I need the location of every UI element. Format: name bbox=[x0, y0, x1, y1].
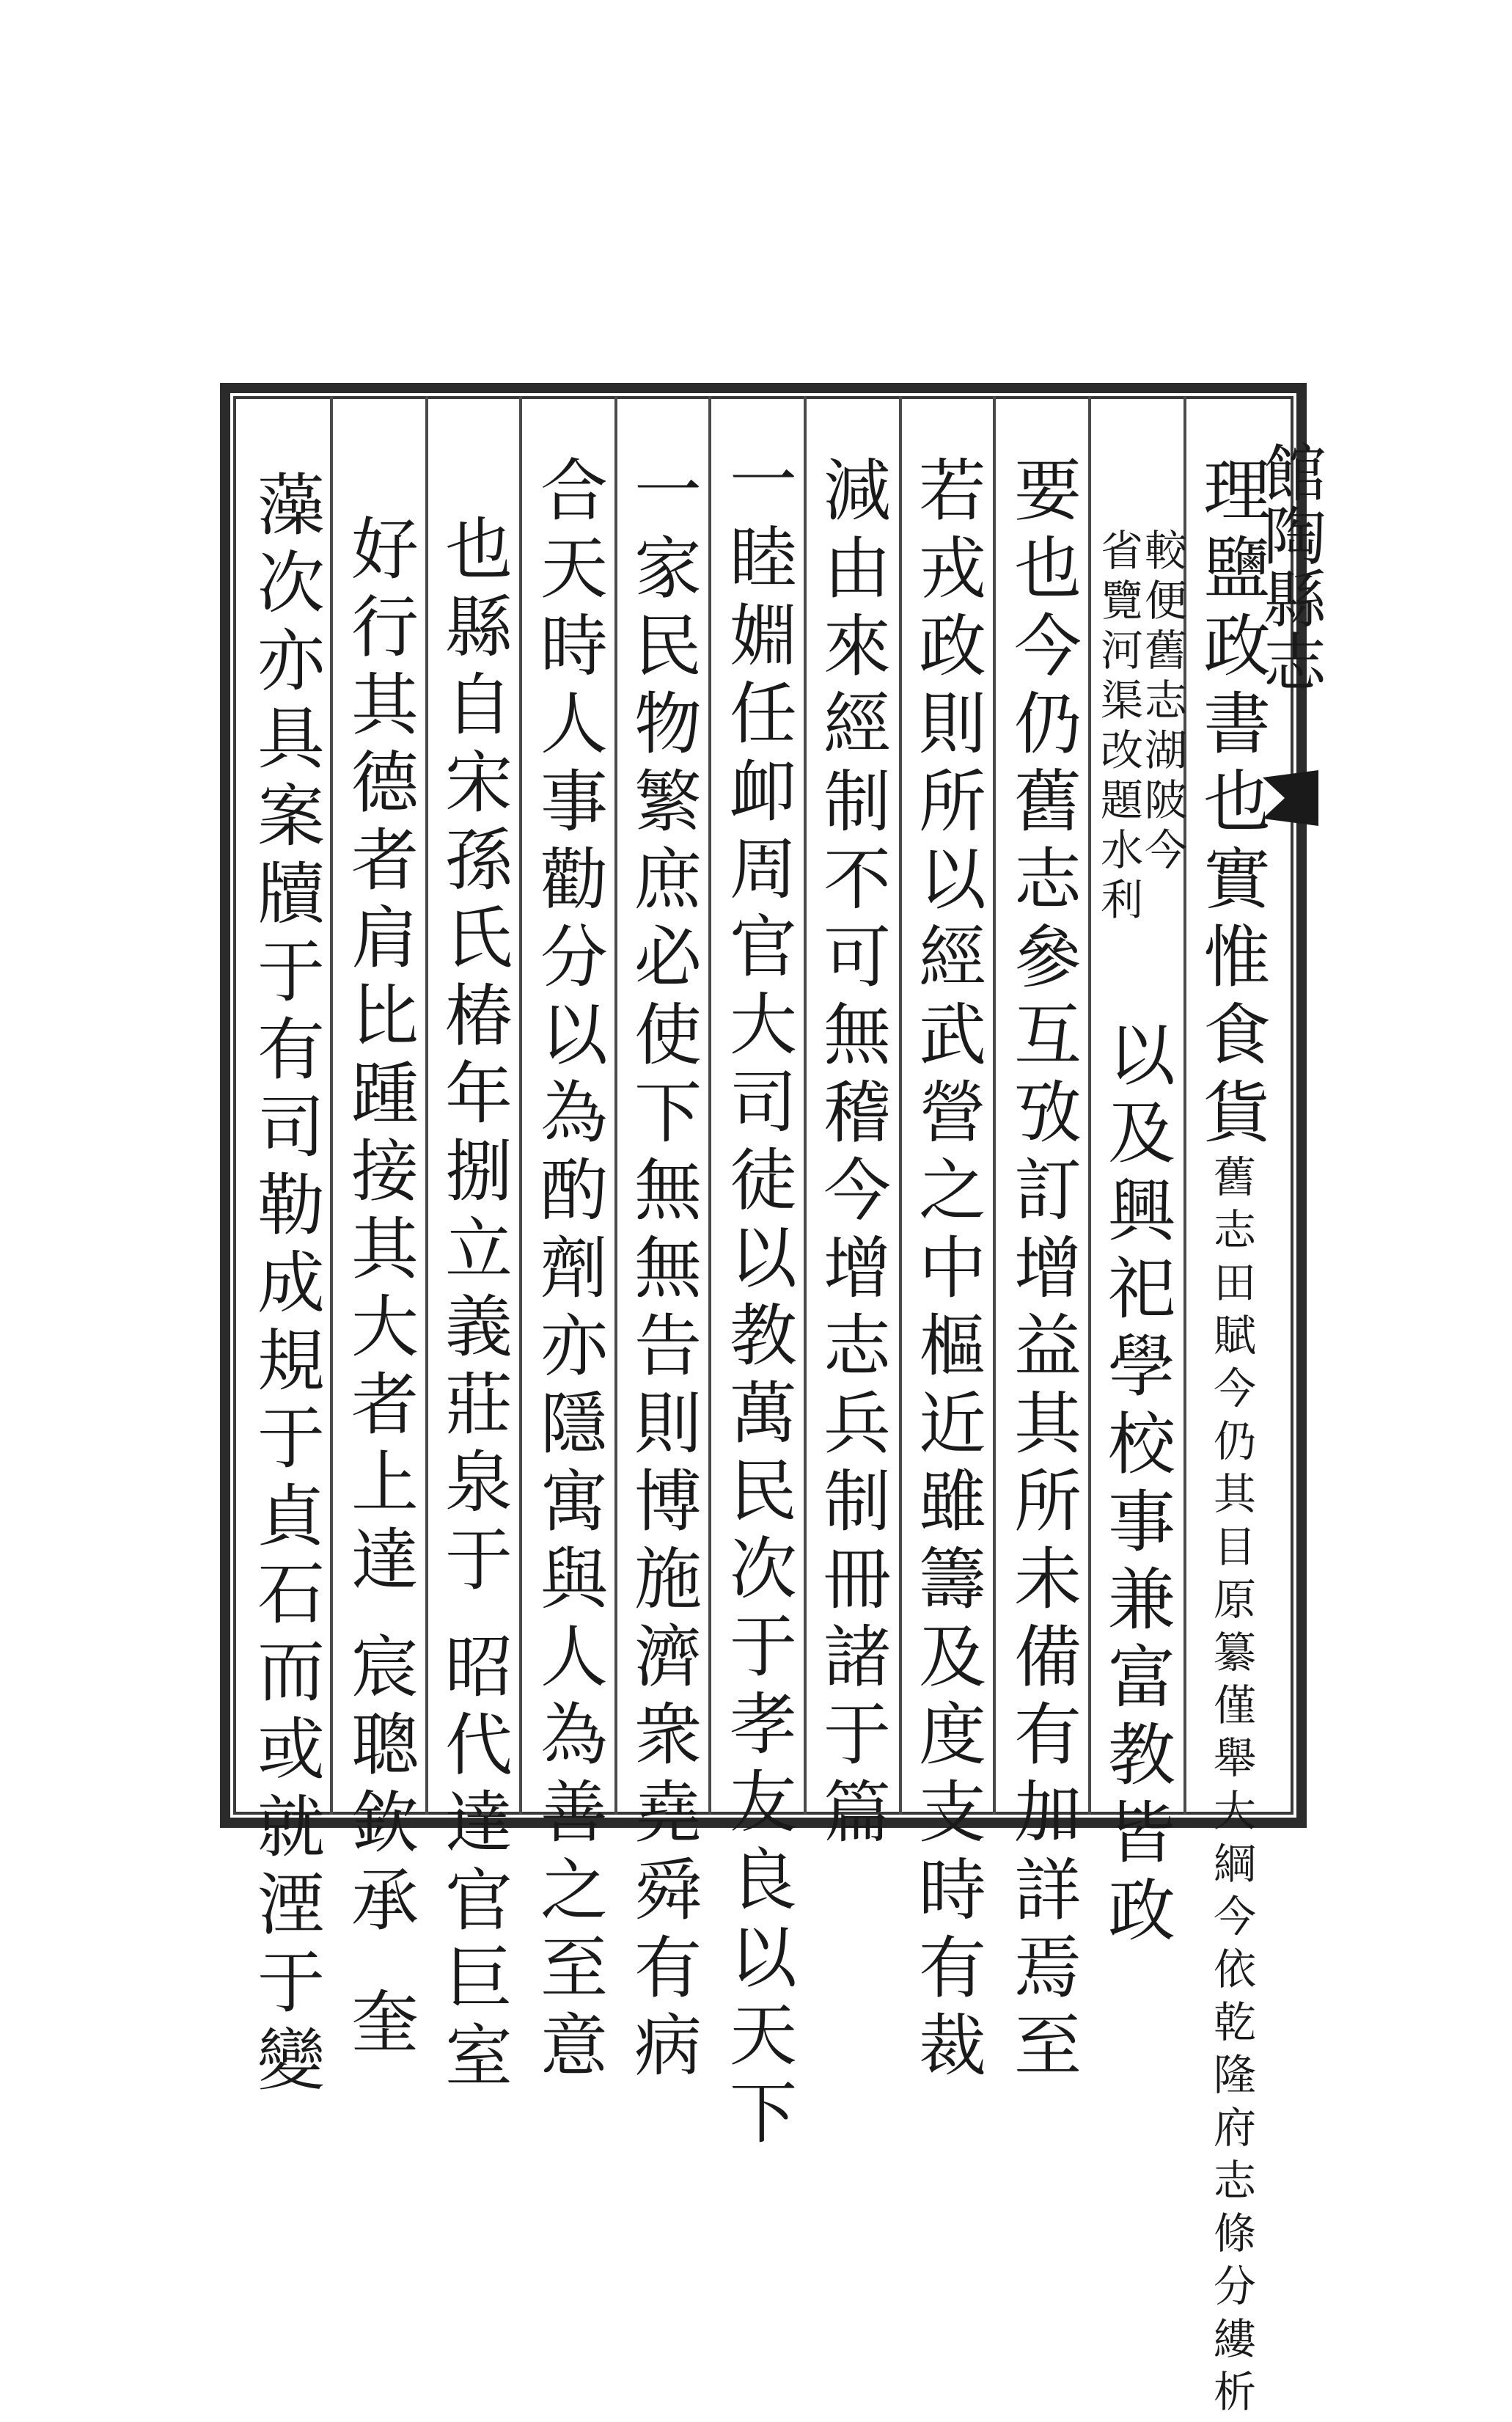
text-column-8 bbox=[528, 455, 609, 2088]
text-column-5 bbox=[811, 455, 892, 1854]
book-title-heading: 館陶縣志 bbox=[1252, 440, 1326, 692]
column-main-text: 要也今仍舊志參互攷訂增益其所未備有加詳焉至 bbox=[1003, 455, 1082, 2088]
column-main-text: 合天時人事勸分以為酌劑亦隱寓與人為善之至意 bbox=[529, 455, 608, 2088]
column-divider bbox=[519, 396, 522, 1815]
column-divider bbox=[899, 396, 902, 1815]
text-column-4 bbox=[906, 455, 987, 2088]
column-tail-text: 宸聰欽承 bbox=[340, 1631, 419, 1942]
column-divider bbox=[425, 396, 428, 1815]
text-column-11 bbox=[245, 469, 326, 2102]
column-tail-text: 昭代達官巨室 bbox=[434, 1631, 513, 2098]
column-main-text: 藻次亦具案牘于有司勒成規于貞石而或就湮于變 bbox=[246, 469, 325, 2102]
column-main-text: 一睦婣任卹周官大司徒以教萬民次于孝友良以天下 bbox=[719, 444, 797, 2155]
column-main-text: 減由來經制不可無稽今增志兵制冊諸于篇 bbox=[812, 455, 891, 1854]
column-annotation: 舊志湖陂今 bbox=[1137, 628, 1187, 877]
column-divider bbox=[1088, 396, 1091, 1815]
column-divider bbox=[614, 396, 617, 1815]
column-main-text: 省覽河渠 bbox=[1093, 528, 1143, 728]
column-divider bbox=[804, 396, 807, 1815]
text-column-1 bbox=[1191, 455, 1271, 2422]
text-column-2-main bbox=[1096, 1020, 1176, 1953]
text-column-2-subnote-right bbox=[1139, 528, 1185, 877]
text-column-9 bbox=[433, 513, 513, 2098]
text-column-7 bbox=[622, 455, 702, 2088]
text-column-6 bbox=[717, 444, 798, 2155]
column-end-text: 奎 bbox=[340, 1986, 419, 2064]
text-column-2-subnote-left bbox=[1093, 528, 1143, 927]
column-annotation: 舊志田賦今仍其目原纂僅舉大綱今依乾隆府志條分縷析 bbox=[1206, 1155, 1256, 2422]
text-column-3 bbox=[1002, 455, 1082, 2088]
column-main-text: 較便 bbox=[1137, 528, 1187, 628]
column-main-text: 也縣自宋孫氏椿年捌立義莊泉于 bbox=[434, 513, 513, 1602]
column-annotation: 改題水利 bbox=[1093, 728, 1143, 927]
column-divider bbox=[708, 396, 711, 1815]
column-main-text: 一家民物繁庶必使下無無告則博施濟衆堯舜有病 bbox=[623, 455, 702, 2088]
column-divider bbox=[330, 396, 333, 1815]
text-column-10 bbox=[339, 513, 419, 2064]
column-main-text: 理鹽政書也實惟食貨 bbox=[1192, 455, 1271, 1155]
column-main-text: 以及興祀學校事兼富教皆政 bbox=[1097, 1020, 1175, 1953]
column-main-text: 若戎政則所以經武營之中樞近雖籌及度支時有裁 bbox=[908, 455, 986, 2088]
column-divider bbox=[993, 396, 996, 1815]
column-main-text: 好行其德者肩比踵接其大者上達 bbox=[340, 513, 419, 1602]
